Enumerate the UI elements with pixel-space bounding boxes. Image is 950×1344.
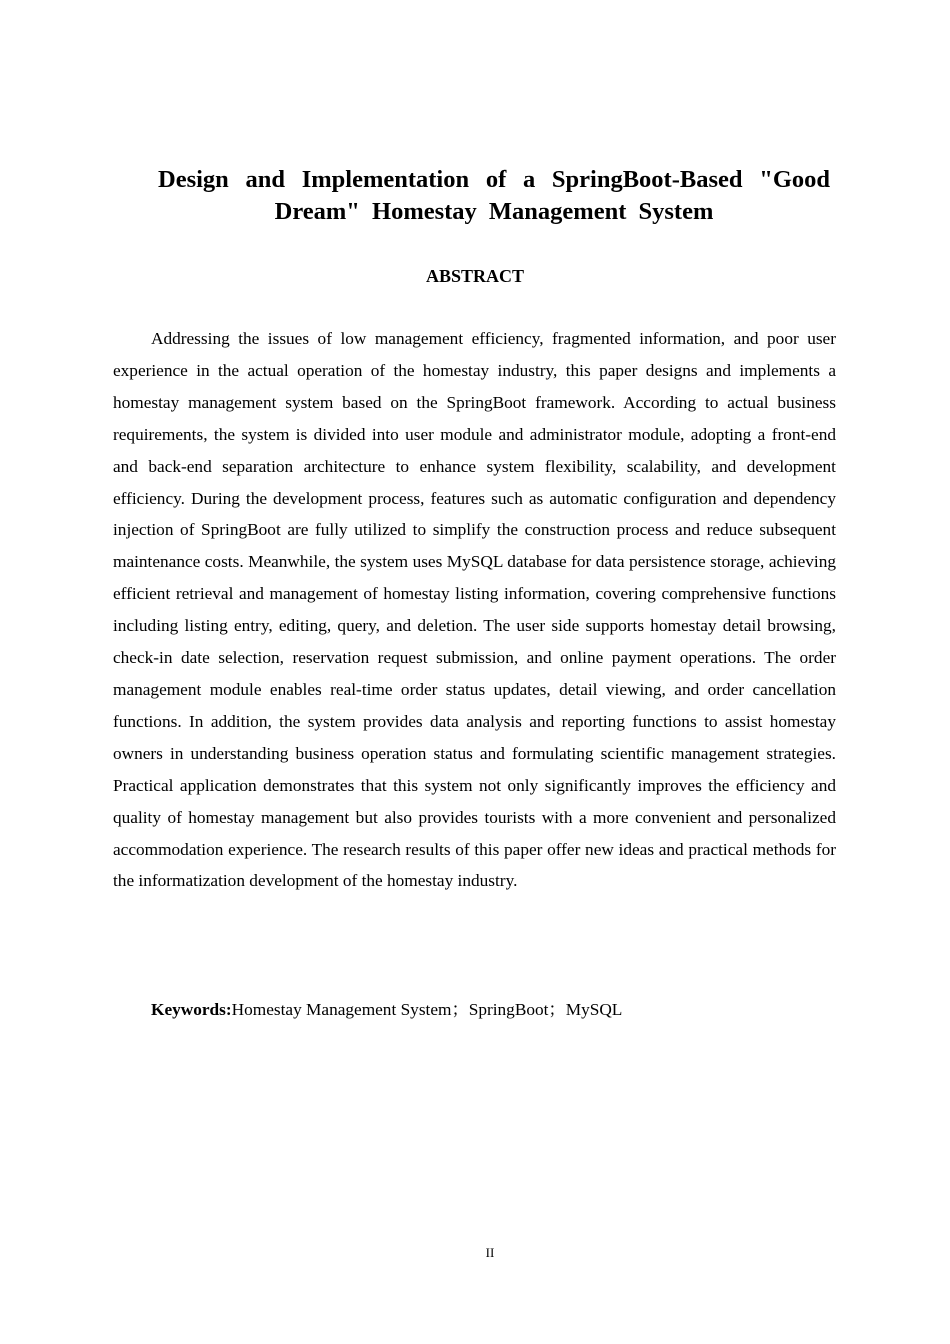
- keywords-value: Homestay Management System；SpringBoot；MySQL: [231, 1000, 623, 1019]
- abstract-heading: ABSTRACT: [425, 266, 525, 286]
- keywords-label: Keywords:: [151, 1000, 232, 1019]
- paper-title: [150, 164, 838, 228]
- abstract-body: Addressing the issues of low management efficiency, fragmented information, and poor user experience in the actual operation of the homestay industry, this paper designs and implements a homestay management system based on the SpringBoot framework. According to actual business requirements, the system is divided into user module and administrator module, adopting a front-end and back-end separation architecture to enhance system flexibility, scalability, and development efficiency. During the development process, features such as automatic configuration and dependency injection of SpringBoot are fully utilized to simplify the construction process and reduce subsequent maintenance costs. Meanwhile, the system uses MySQL database for data persistence storage, achieving efficient retrieval and management of homestay listing information, covering comprehensive functions including listing entry, editing, query, and deletion. The user side supports homestay detail browsing, check-in date selection, reservation request submission, and online payment operations. The order management module enables real-time order status updates, detail viewing, and order cancellation functions. In addition, the system provides data analysis and reporting functions to assist homestay owners in understanding business operation status and formulating scientific management strategies. Practical application demonstrates that this system not only significantly improves the efficiency and quality of homestay management but also provides tourists with a more convenient and personalized accommodation experience. The research results of this paper offer new ideas and practical methods for the informatization development of the homestay industry.: [113, 329, 836, 891]
- paper-title-line-2: Dream" Homestay Management System: [274, 198, 714, 225]
- keywords-line: [151, 994, 851, 1025]
- paper-title-line-1: Design and Implementation of a SpringBoot-Based "Good: [158, 166, 830, 193]
- page-number: II: [485, 1245, 495, 1260]
